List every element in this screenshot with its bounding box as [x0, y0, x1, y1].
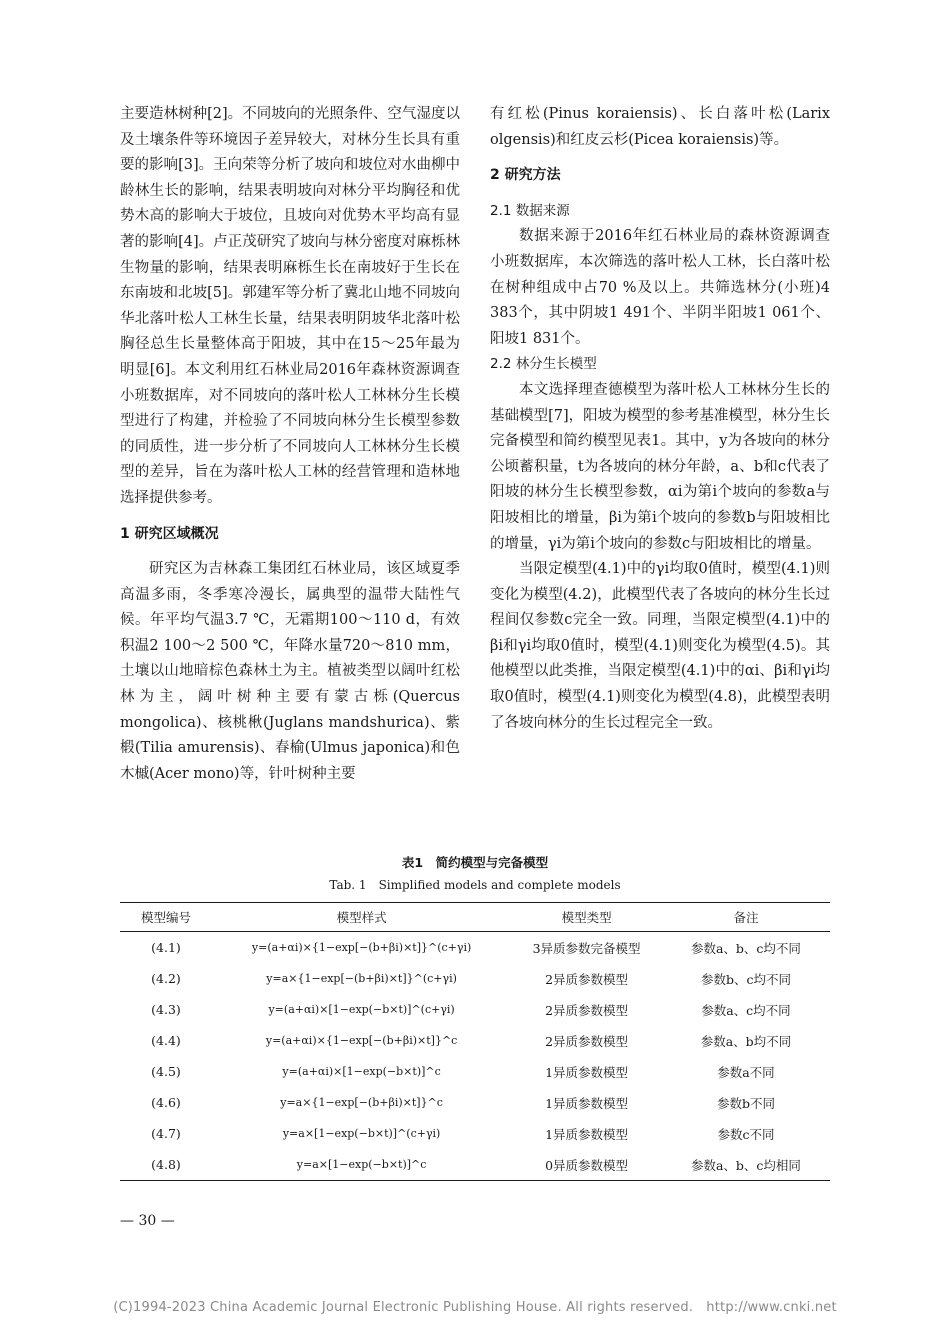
model-note: 参数a、b、c均不同	[690, 940, 801, 956]
model-type: 2异质参数模型	[545, 1033, 629, 1049]
table-row	[120, 994, 830, 1025]
table-block	[120, 852, 830, 1181]
body-paragraph: 主要造林树种[2]。不同坡向的光照条件、空气湿度以及土壤条件等环境因子差异较大，对林分生长具有重要的影响[3]。王向荣等分析了坡向和坡位对水曲柳中龄林生长的影响，结果表明坡向对林分平均胸径和优势木高的影响大于坡位，且坡向对优势木平均高有显著的影响[4]。卢正茂研究了坡向与林分密度对麻栎林生物量的影响，结果表明麻栎生长在南坡好于生长在东南坡和北坡[5]。郭建军等分析了冀北山地不同坡向华北落叶松人工林生长量，结果表明阴坡华北落叶松胸径总生长量整体高于阳坡，其中在15～25年最为明显[6]。本文利用红石林业局2016年森林资源调查小班数据库，对不同坡向的落叶松人工林林分生长模型进行了构建，并检验了不同坡向林分生长模型参数的同质性，进一步分析了不同坡向人工林林分生长模型的差异，旨在为落叶松人工林的经营管理和造林地选择提供参考。	[120, 106, 460, 506]
table-row	[120, 1118, 830, 1149]
model-note: 参数a、b均不同	[700, 1033, 792, 1049]
model-note: 参数a不同	[717, 1064, 775, 1080]
subsection-heading: 2.2 林分生长模型	[490, 356, 597, 373]
model-note: 参数c不同	[717, 1126, 775, 1142]
model-type: 1异质参数模型	[545, 1064, 629, 1080]
column-header: 模型类型	[511, 903, 662, 932]
body-paragraph: 数据来源于2016年红石林业局的森林资源调查小班数据库，本次筛选的落叶松人工林，长白落叶松在树种组成中占70 %及以上。共筛选林分(小班)4 383个，其中阴坡1 491个、半阴半阳坡1 061个、阳坡1 831个。	[490, 228, 830, 347]
model-note: 参数b、c均不同	[700, 971, 791, 987]
table-row	[120, 1149, 830, 1181]
model-id: (4.3)	[151, 1002, 181, 1017]
models-table	[120, 902, 830, 1181]
model-type: 0异质参数模型	[511, 1149, 662, 1181]
table-row	[120, 1056, 830, 1087]
column-header: 备注	[662, 903, 830, 932]
table-header-row	[120, 903, 830, 932]
body-paragraph: 有红松(Pinus koraiensis)、长白落叶松(Larix olgensis)和红皮云杉(Picea koraiensis)等。	[490, 106, 830, 148]
table-row	[120, 1025, 830, 1056]
section-heading: 1 研究区域概况	[120, 525, 219, 542]
table-row	[120, 963, 830, 994]
model-note: 参数a、b、c均相同	[662, 1149, 830, 1181]
table-caption-cn: 表1 简约模型与完备模型	[401, 855, 549, 870]
model-type: 2异质参数模型	[545, 1002, 629, 1018]
model-type: 1异质参数模型	[545, 1126, 629, 1142]
body-paragraph: 当限定模型(4.1)中的γi均取0值时，模型(4.1)则变化为模型(4.2)，此模型代表了各坡向的林分生长过程间仅参数c完全一致。同理，当限定模型(4.1)中的βi和γi均取0值时，模型(4.1)则变化为模型(4.5)。其他模型以此类推，当限定模型(4.1)中的αi、βi和γi均取0值时，模型(4.1)则变化为模型(4.8)，此模型表明了各坡向林分的生长过程完全一致。	[490, 561, 830, 731]
model-formula: y=(a+αi)×{1−exp[−(b+βi)×t]}^(c+γi)	[251, 941, 472, 954]
model-formula: y=(a+αi)×[1−exp(−b×t)]^c	[282, 1065, 441, 1078]
section-heading: 2 研究方法	[490, 167, 561, 184]
model-id: (4.6)	[151, 1095, 181, 1110]
model-note: 参数b不同	[716, 1095, 775, 1111]
table-row	[120, 932, 830, 964]
model-id: (4.8)	[120, 1149, 212, 1181]
model-type: 2异质参数模型	[545, 971, 629, 987]
right-column	[490, 102, 830, 736]
copyright-footer: (C)1994-2023 China Academic Journal Electronic Publishing House. All rights reserved. http://www.cnki.net	[113, 1300, 837, 1315]
model-formula: y=a×[1−exp(−b×t)]^(c+γi)	[282, 1127, 441, 1140]
model-id: (4.5)	[151, 1064, 181, 1079]
model-formula: y=a×[1−exp(−b×t)]^c	[212, 1149, 511, 1181]
body-paragraph: 研究区为吉林森工集团红石林业局，该区域夏季高温多雨，冬季寒冷漫长，属典型的温带大陆性气候。年平均气温3.7 ℃，无霜期100～110 d，有效积温2 100～2 500 ℃，年降水量720～810 mm，土壤以山地暗棕色森林土为主。植被类型以阔叶红松林为主，阔叶树种主要有蒙古栎(Quercus mongolica)、核桃楸(Juglans mandshurica)、紫椴(Tilia amurensis)、春榆(Ulmus japonica)和色木槭(Acer mono)等，针叶树种主要	[120, 561, 460, 782]
model-note: 参数a、c均不同	[701, 1002, 791, 1018]
model-formula: y=(a+αi)×[1−exp(−b×t)]^(c+γi)	[268, 1003, 455, 1016]
table-row	[120, 1087, 830, 1118]
body-paragraph: 本文选择理查德模型为落叶松人工林林分生长的基础模型[7]，阳坡为模型的参考基准模型，林分生长完备模型和简约模型见表1。其中，y为各坡向的林分公顷蓄积量，t为各坡向的林分年龄，a、b和c代表了阳坡的林分生长模型参数，αi为第i个坡向的参数a与阳坡相比的增量，βi为第i个坡向的参数b与阳坡相比的增量，γi为第i个坡向的参数c与阳坡相比的增量。	[490, 381, 830, 552]
model-formula: y=a×{1−exp[−(b+βi)×t]}^(c+γi)	[266, 972, 457, 985]
column-header: 模型样式	[212, 903, 511, 932]
column-header: 模型编号	[120, 903, 212, 932]
left-column	[120, 102, 460, 787]
model-formula: y=(a+αi)×{1−exp[−(b+βi)×t]}^c	[265, 1034, 458, 1047]
model-formula: y=a×{1−exp[−(b+βi)×t]}^c	[280, 1096, 443, 1109]
model-id: (4.1)	[151, 940, 181, 955]
table-caption-en: Tab. 1 Simplified models and complete models	[329, 878, 621, 892]
model-id: (4.2)	[151, 971, 181, 986]
model-type: 3异质参数完备模型	[532, 940, 641, 956]
page-number: — 30 —	[120, 1213, 175, 1229]
model-id: (4.7)	[151, 1126, 181, 1141]
model-type: 1异质参数模型	[545, 1095, 629, 1111]
model-id: (4.4)	[151, 1033, 181, 1048]
subsection-heading: 2.1 数据来源	[490, 202, 570, 219]
